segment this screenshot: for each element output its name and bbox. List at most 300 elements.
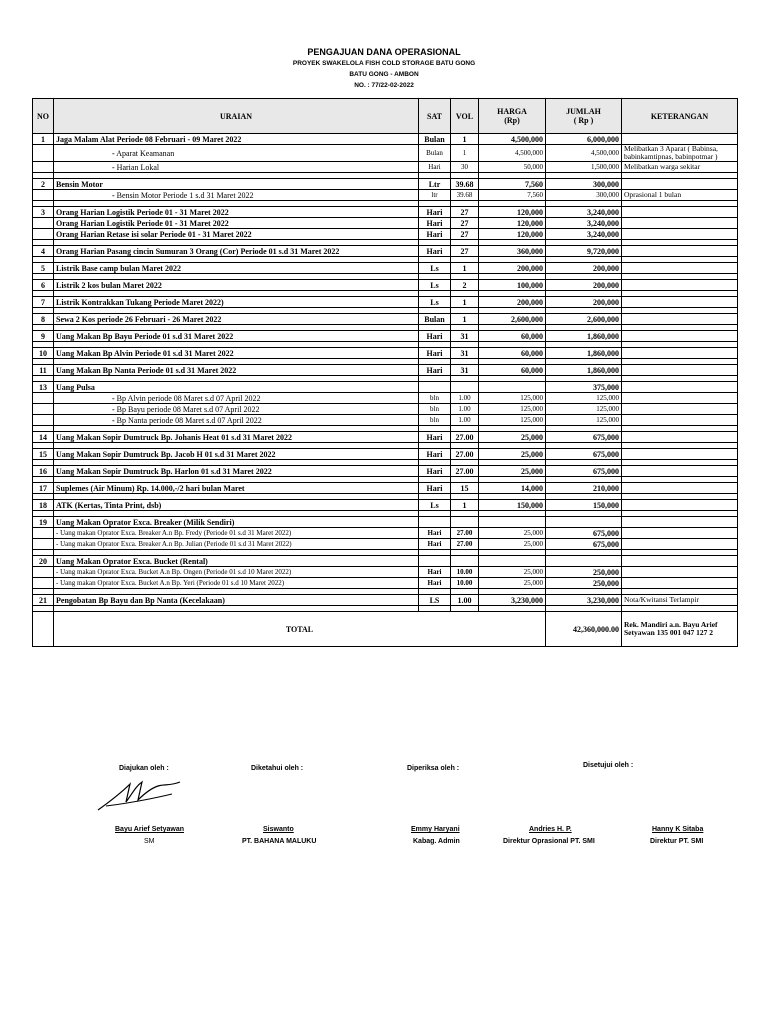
row-no: 21 [33,595,54,606]
col-header-vol: VOL [451,99,479,134]
row-vol: 1 [451,134,479,145]
row-jumlah: 675,000 [546,528,622,539]
row-uraian: Listrik Kontrakkan Tukang Periode Maret 2022) [54,297,419,308]
table-body [33,134,738,612]
row-uraian: Uang Makan Oprator Exca. Breaker (Milik Sendiri) [54,517,419,528]
row-vol [451,517,479,528]
row-sat: Hari [419,207,451,218]
row-uraian-text: Bp Nanta periode 08 Maret s.d 07 April 2022 [116,415,262,425]
row-jumlah: 9,720,000 [546,246,622,257]
row-harga: 14,000 [479,483,546,494]
row-sat: Hari [419,539,451,550]
row-harga: 25,000 [479,432,546,443]
row-uraian: Orang Harian Retase isi solar Periode 01 - 31 Maret 2022 [54,229,419,240]
row-vol: 27.00 [451,449,479,460]
row-no [33,162,54,173]
item-row [33,483,738,494]
row-no: 10 [33,348,54,359]
diajukan-label: Diajukan oleh : [119,765,169,772]
row-vol: 15 [451,483,479,494]
sub-item-row [33,404,738,415]
row-vol: 10.00 [451,567,479,578]
bullet-dash: - [112,190,115,200]
row-sat: Hari [419,449,451,460]
row-jumlah: 1,860,000 [546,365,622,376]
sub-item-row [33,218,738,229]
row-jumlah: 3,240,000 [546,229,622,240]
row-uraian: Uang Makan Bp Alvin Periode 01 s.d 31 Maret 2022 [54,348,419,359]
row-sat [419,382,451,393]
row-vol: 2 [451,280,479,291]
row-uraian-text: Harian Lokal [116,162,160,172]
row-jumlah: 6,000,000 [546,134,622,145]
row-harga: 120,000 [479,207,546,218]
row-harga: 150,000 [479,500,546,511]
row-vol: 30 [451,162,479,173]
row-keterangan [622,404,738,415]
row-jumlah: 675,000 [546,432,622,443]
row-keterangan: Nota/Kwitansi Terlampir [622,595,738,606]
col-header-keterangan: KETERANGAN [622,99,738,134]
row-jumlah: 125,000 [546,404,622,415]
row-harga [479,382,546,393]
diperiksa-label: Diperiksa oleh : [407,765,460,772]
bullet-dash: - [112,393,115,403]
row-uraian [54,190,419,201]
row-vol: 31 [451,348,479,359]
row-no: 4 [33,246,54,257]
row-keterangan [622,218,738,229]
row-uraian-text: Aparat Keamanan [116,148,175,158]
row-jumlah: 375,000 [546,382,622,393]
total-row [33,612,738,647]
row-harga: 200,000 [479,263,546,274]
row-keterangan [622,297,738,308]
row-sat [419,556,451,567]
row-keterangan [622,134,738,145]
row-vol [451,382,479,393]
row-no: 17 [33,483,54,494]
sub-item-row [33,528,738,539]
row-keterangan [622,382,738,393]
row-harga: 25,000 [479,539,546,550]
row-sat: Bulan [419,314,451,325]
row-keterangan [622,393,738,404]
row-vol: 1.00 [451,404,479,415]
col-header-no: NO [33,99,54,134]
row-uraian: Uang Makan Oprator Exca. Bucket (Rental) [54,556,419,567]
row-harga: 25,000 [479,528,546,539]
row-uraian: Uang Makan Sopir Dumtruck Bp. Johanis Heat 01 s.d 31 Maret 2022 [54,432,419,443]
row-jumlah: 300,000 [546,190,622,201]
row-uraian: Bensin Motor [54,179,419,190]
row-vol: 39.68 [451,190,479,201]
sub-item-row [33,145,738,162]
harga-line-1: HARGA [497,107,527,116]
item-row [33,556,738,567]
row-keterangan [622,528,738,539]
row-harga [479,517,546,528]
item-row [33,595,738,606]
document-number: NO. : 77/22-02-2022 [354,82,414,89]
row-no [33,145,54,162]
row-sat: Bulan [419,134,451,145]
bullet-dash: - [112,148,115,158]
row-vol: 27 [451,246,479,257]
row-sat: Ltr [419,179,451,190]
bullet-dash: - [112,162,115,172]
item-row [33,207,738,218]
jumlah-line-1: JUMLAH [566,107,601,116]
row-no [33,393,54,404]
bullet-dash: - [112,404,115,414]
row-jumlah: 150,000 [546,500,622,511]
row-jumlah: 4,500,000 [546,145,622,162]
row-vol: 27.00 [451,539,479,550]
row-harga: 3,230,000 [479,595,546,606]
row-no: 20 [33,556,54,567]
row-no: 18 [33,500,54,511]
row-no: 8 [33,314,54,325]
row-uraian-text: Bensin Motor Periode 1 s.d 31 Maret 2022 [116,190,254,200]
row-uraian-text: Bp Alvin periode 08 Maret s.d 07 April 2022 [116,393,261,403]
row-jumlah: 2,600,000 [546,314,622,325]
row-uraian: Orang Harian Pasang cincin Sumuran 3 Orang (Cor) Periode 01 s.d 31 Maret 2022 [54,246,419,257]
diketahui-label: Diketahui oleh : [251,765,304,772]
row-no: 5 [33,263,54,274]
item-row [33,382,738,393]
signer-4-role: Direktur Oprasional PT. SMI [503,838,595,845]
row-uraian: Orang Harian Logistik Periode 01 - 31 Maret 2022 [54,218,419,229]
row-jumlah: 200,000 [546,280,622,291]
row-uraian: Uang Makan Sopir Dumtruck Bp. Jacob H 01 s.d 31 Maret 2022 [54,449,419,460]
row-jumlah: 675,000 [546,466,622,477]
total-amount: 42,360,000.00 [546,612,622,647]
row-harga: 120,000 [479,229,546,240]
row-keterangan [622,207,738,218]
row-jumlah: 125,000 [546,415,622,426]
row-harga: 25,000 [479,567,546,578]
row-keterangan: Oprasional 1 bulan [622,190,738,201]
row-keterangan [622,449,738,460]
project-name: PROYEK SWAKELOLA FISH COLD STORAGE BATU GONG [292,60,476,67]
sub-item-row [33,162,738,173]
row-vol [451,556,479,567]
row-jumlah: 3,240,000 [546,218,622,229]
row-jumlah: 250,000 [546,578,622,589]
row-vol: 1 [451,263,479,274]
row-uraian-text: Bp Bayu periode 08 Maret s.d 07 April 2022 [116,404,260,414]
row-vol: 27.00 [451,528,479,539]
item-row [33,348,738,359]
item-row [33,365,738,376]
row-no: 7 [33,297,54,308]
item-row [33,263,738,274]
row-jumlah: 3,240,000 [546,207,622,218]
row-jumlah: 200,000 [546,297,622,308]
row-sat: Ls [419,297,451,308]
row-vol: 27 [451,207,479,218]
row-uraian: - Uang makan Oprator Exca. Bucket A.n Bp. Yeri (Periode 01 s.d 10 Maret 2022) [54,578,419,589]
row-keterangan [622,365,738,376]
signer-5-name: Hanny K Sitaba [652,826,704,833]
item-row [33,517,738,528]
col-header-jumlah [546,99,622,134]
row-no: 9 [33,331,54,342]
row-vol: 31 [451,331,479,342]
row-vol: 31 [451,365,479,376]
row-uraian: Pengobatan Bp Bayu dan Bp Nanta (Kecelakaan) [54,595,419,606]
sub-item-row [33,415,738,426]
row-uraian: Orang Harian Logistik Periode 01 - 31 Maret 2022 [54,207,419,218]
row-keterangan [622,500,738,511]
row-keterangan [622,314,738,325]
row-uraian: Uang Makan Bp Nanta Periode 01 s.d 31 Maret 2022 [54,365,419,376]
row-no: 2 [33,179,54,190]
jumlah-line-2: ( Rp ) [573,116,594,125]
row-jumlah: 675,000 [546,539,622,550]
row-sat: Hari [419,483,451,494]
row-no [33,415,54,426]
sub-item-row [33,190,738,201]
signer-2-name: Siswanto [263,826,294,833]
row-sat: Ls [419,263,451,274]
row-keterangan [622,229,738,240]
sub-item-row [33,539,738,550]
row-harga: 100,000 [479,280,546,291]
col-header-sat: SAT [419,99,451,134]
row-keterangan [622,331,738,342]
row-jumlah: 675,000 [546,449,622,460]
total-label: TOTAL [54,612,546,647]
row-sat: Hari [419,432,451,443]
row-keterangan [622,556,738,567]
row-jumlah: 200,000 [546,263,622,274]
row-keterangan [622,263,738,274]
row-uraian [54,404,419,415]
row-jumlah: 210,000 [546,483,622,494]
table-header-row [33,99,738,134]
item-row [33,500,738,511]
row-vol: 1.00 [451,393,479,404]
row-sat: Ls [419,500,451,511]
item-row [33,179,738,190]
row-no [33,190,54,201]
row-keterangan [622,415,738,426]
row-no: 19 [33,517,54,528]
row-no: 15 [33,449,54,460]
row-uraian [54,145,419,162]
row-no [33,218,54,229]
row-sat: bln [419,415,451,426]
item-row [33,314,738,325]
row-sat: Hari [419,466,451,477]
row-harga: 200,000 [479,297,546,308]
signer-3-role: Kabag. Admin [413,838,460,845]
row-sat: Hari [419,331,451,342]
row-uraian [54,393,419,404]
row-harga: 125,000 [479,415,546,426]
row-uraian: - Uang makan Oprator Exca. Breaker A.n Bp. Julian (Periode 01 s.d 31 Maret 2022) [54,539,419,550]
row-vol: 1 [451,145,479,162]
row-vol: 27.00 [451,466,479,477]
sub-item-row [33,578,738,589]
row-harga: 125,000 [479,404,546,415]
signer-3-name: Emmy Haryani [411,826,460,833]
row-vol: 1.00 [451,415,479,426]
row-no [33,567,54,578]
row-jumlah: 1,500,000 [546,162,622,173]
row-vol: 1 [451,314,479,325]
row-uraian [54,162,419,173]
row-keterangan [622,280,738,291]
signer-4-name: Andries H. P. [529,826,572,833]
row-sat: LS [419,595,451,606]
row-uraian: ATK (Kertas, Tinta Print, dsb) [54,500,419,511]
row-sat: Hari [419,348,451,359]
row-no [33,539,54,550]
item-row [33,331,738,342]
row-vol: 27.00 [451,432,479,443]
row-vol: 1 [451,500,479,511]
row-sat: bln [419,393,451,404]
row-harga: 125,000 [479,393,546,404]
row-keterangan [622,578,738,589]
row-vol: 1.00 [451,595,479,606]
row-harga: 60,000 [479,331,546,342]
row-jumlah: 300,000 [546,179,622,190]
row-harga: 7,560 [479,190,546,201]
row-sat: Hari [419,162,451,173]
sub-item-row [33,567,738,578]
row-jumlah: 1,860,000 [546,331,622,342]
row-uraian: Listrik 2 kos bulan Maret 2022 [54,280,419,291]
col-header-uraian: URAIAN [54,99,419,134]
row-no: 13 [33,382,54,393]
row-uraian: Suplemes (Air Minum) Rp. 14.000,-/2 hari bulan Maret [54,483,419,494]
row-jumlah [546,517,622,528]
row-keterangan [622,179,738,190]
row-uraian: Listrik Base camp bulan Maret 2022 [54,263,419,274]
row-sat: Hari [419,528,451,539]
row-jumlah: 250,000 [546,567,622,578]
row-uraian: - Uang makan Oprator Exca. Breaker A.n Bp. Fredy (Periode 01 s.d 31 Maret 2022) [54,528,419,539]
item-row [33,466,738,477]
item-row [33,280,738,291]
row-keterangan [622,517,738,528]
project-location: BATU GONG - AMBON [349,71,419,78]
row-harga: 25,000 [479,578,546,589]
row-vol: 1 [451,297,479,308]
item-row [33,297,738,308]
row-uraian: Uang Makan Bp Bayu Periode 01 s.d 31 Maret 2022 [54,331,419,342]
item-row [33,134,738,145]
disetujui-label: Disetujui oleh : [583,762,634,769]
row-sat: bln [419,404,451,415]
document-title: PENGAJUAN DANA OPERASIONAL [307,47,461,57]
row-sat: Hari [419,578,451,589]
row-uraian: Jaga Malam Alat Periode 08 Februari - 09 Maret 2022 [54,134,419,145]
item-row [33,246,738,257]
row-harga: 360,000 [479,246,546,257]
total-bank-info: Rek. Mandiri a.n. Bayu Arief Setyawan 135 001 047 127 2 [622,612,738,647]
row-harga: 60,000 [479,348,546,359]
row-keterangan [622,432,738,443]
sub-item-row [33,393,738,404]
row-keterangan [622,246,738,257]
row-uraian [54,415,419,426]
row-harga [479,556,546,567]
row-keterangan [622,539,738,550]
row-vol: 27 [451,229,479,240]
row-no [33,578,54,589]
row-harga: 4,500,000 [479,145,546,162]
signature-bayu [92,770,192,820]
row-harga: 4,500,000 [479,134,546,145]
row-no: 3 [33,207,54,218]
row-vol: 27 [451,218,479,229]
row-harga: 25,000 [479,466,546,477]
row-sat: Bulan [419,145,451,162]
row-sat: Hari [419,365,451,376]
row-sat: Hari [419,246,451,257]
row-no [33,404,54,415]
row-jumlah: 125,000 [546,393,622,404]
row-keterangan: Melibatkan 3 Aparat ( Babinsa, babinkamtipnas, babinpotmar ) [622,145,738,162]
row-keterangan [622,483,738,494]
row-keterangan [622,567,738,578]
row-no: 14 [33,432,54,443]
row-sat [419,517,451,528]
row-harga: 60,000 [479,365,546,376]
row-keterangan [622,348,738,359]
row-sat: Hari [419,218,451,229]
total-no-cell [33,612,54,647]
bullet-dash: - [112,415,115,425]
row-uraian: Uang Pulsa [54,382,419,393]
row-jumlah: 3,230,000 [546,595,622,606]
row-jumlah [546,556,622,567]
row-sat: Hari [419,567,451,578]
budget-table [32,98,738,647]
row-harga: 120,000 [479,218,546,229]
harga-line-2: (Rp) [504,116,520,125]
row-keterangan: Melibatkan warga sekitar [622,162,738,173]
row-vol: 39.68 [451,179,479,190]
row-jumlah: 1,860,000 [546,348,622,359]
row-harga: 50,000 [479,162,546,173]
signer-1-name: Bayu Arief Setyawan [115,826,184,833]
row-uraian: Uang Makan Sopir Dumtruck Bp. Harlon 01 s.d 31 Maret 2022 [54,466,419,477]
row-no: 1 [33,134,54,145]
row-sat: ltr [419,190,451,201]
row-no [33,528,54,539]
row-vol: 10.00 [451,578,479,589]
row-no: 11 [33,365,54,376]
row-harga: 25,000 [479,449,546,460]
row-harga: 2,600,000 [479,314,546,325]
signer-5-role: Direktur PT. SMI [650,838,704,845]
row-uraian: - Uang makan Oprator Exca. Bucket A.n Bp. Ongen (Periode 01 s.d 10 Maret 2022) [54,567,419,578]
item-row [33,432,738,443]
row-keterangan [622,466,738,477]
signer-1-role: SM [144,838,155,845]
row-no: 16 [33,466,54,477]
row-sat: Ls [419,280,451,291]
item-row [33,449,738,460]
row-harga: 7,560 [479,179,546,190]
row-uraian: Sewa 2 Kos periode 26 Februari - 26 Maret 2022 [54,314,419,325]
